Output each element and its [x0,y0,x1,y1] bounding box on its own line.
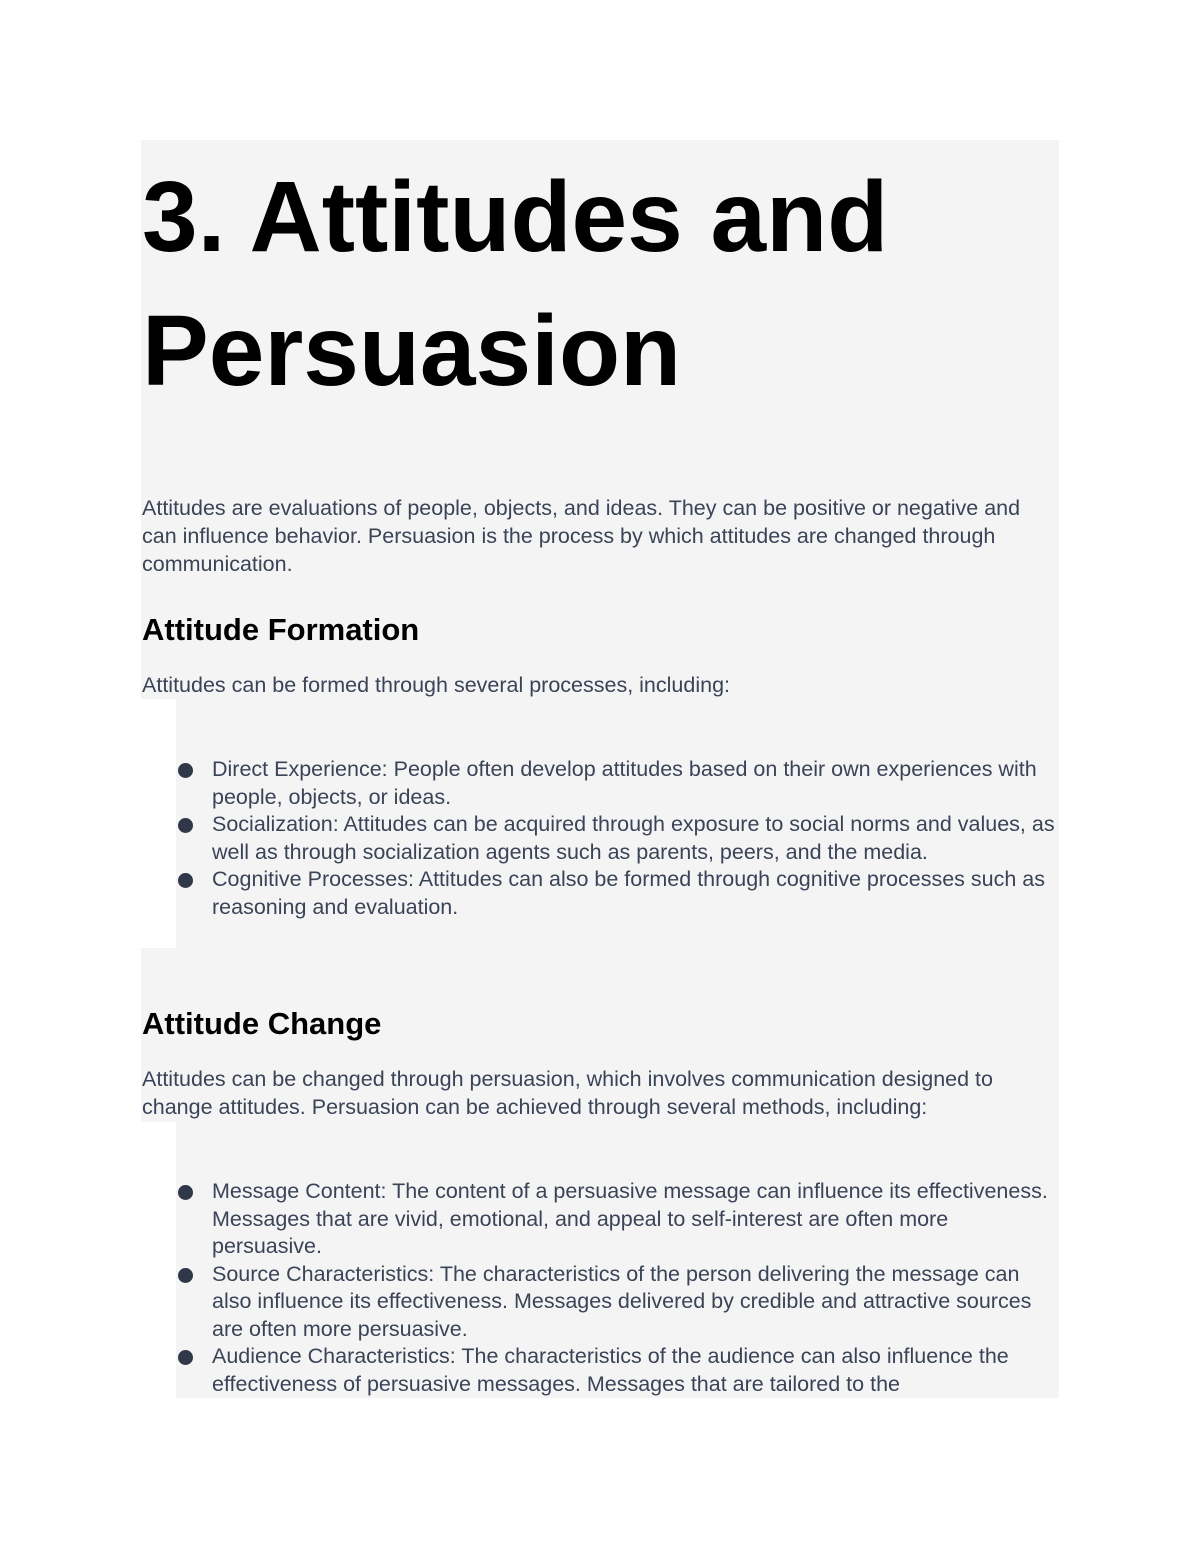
formation-lead-paragraph: Attitudes can be formed through several processes, including: [142,673,730,697]
list-item [176,1261,1056,1344]
intro-paragraph: Attitudes are evaluations of people, objects, and ideas. They can be positive or negative and can influence behavior. Persuasion is the process by which attitudes are changed through communication. [142,496,1021,576]
list-item [176,866,1056,921]
section-heading-change: Attitude Change [142,1006,382,1041]
page-title: 3. Attitudes and Persuasion [142,161,889,407]
list-item-text: Audience Characteristics: The characteristics of the audience can also influence the effectiveness of persuasive messages. Messages that are tailored to the [212,1344,1009,1396]
bullet-icon [178,1350,193,1365]
change-lead-paragraph: Attitudes can be changed through persuasion, which involves communication designed to change attitudes. Persuasion can be achieved through several methods, including: [142,1067,993,1119]
bullet-icon [178,1185,193,1200]
list-item-text: Message Content: The content of a persuasive message can influence its effectiveness. Messages that are vivid, emotional, and appeal to self-interest are often more persuasive. [212,1179,1048,1258]
list-item [176,1343,1056,1398]
bullet-icon [178,818,193,833]
bullet-icon [178,1268,193,1283]
list-item-text: Source Characteristics: The characteristics of the person delivering the message can also influence its effectiveness. Messages delivered by credible and attractive sources are often more persuasive. [212,1261,1032,1341]
list-item-text: Socialization: Attitudes can be acquired through exposure to social norms and values, as well as through socialization agents such as parents, peers, and the media. [212,812,1055,864]
change-list [176,1178,1056,1398]
list-item-text: Direct Experience: People often develop attitudes based on their own experiences with people, objects, or ideas. [212,757,1037,809]
list-item [176,811,1056,866]
list-item [176,1178,1056,1261]
formation-list [176,756,1056,921]
bullet-icon [178,763,193,778]
section-heading-formation: Attitude Formation [142,612,420,647]
list-item [176,756,1056,811]
bullet-icon [178,873,193,888]
list-item-text: Cognitive Processes: Attitudes can also be formed through cognitive processes such as reasoning and evaluation. [212,867,1045,919]
